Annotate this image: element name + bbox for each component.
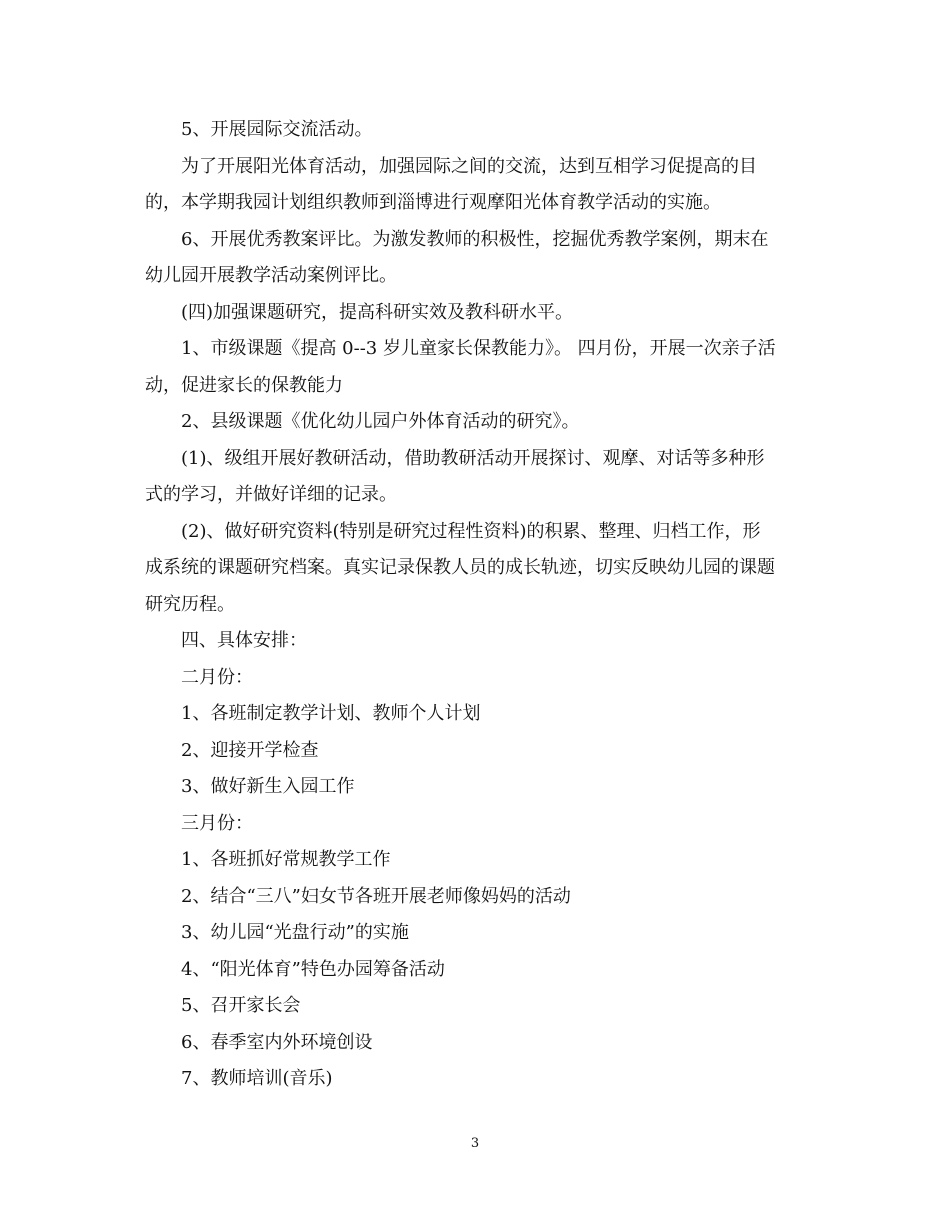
list-item: 1、各班制定教学计划、教师个人计划 [181,703,481,724]
section-heading: 四、具体安排： [181,630,307,651]
list-item: 7、教师培训(音乐) [181,1068,333,1089]
paragraph-line: 式的学习，并做好详细的记录。 [145,484,397,505]
paragraph-line: 为了开展阳光体育活动，加强园际之间的交流，达到互相学习促提高的目 [181,155,757,177]
paragraph-line: 动，促进家长的保教能力 [145,374,343,396]
paragraph-line: (2)、做好研究资料(特别是研究过程性资料)的积累、整理、归档工作，形 [181,520,761,542]
paragraph-line: 研究历程。 [145,593,235,615]
list-item: 1、各班抓好常规教学工作 [181,849,391,870]
paragraph-line: 成系统的课题研究档案。真实记录保教人员的成长轨迹，切实反映幼儿园的课题 [145,557,775,578]
list-item: 5、召开家长会 [181,995,301,1016]
list-item: 2、迎接开学检查 [181,739,319,761]
month-heading: 三月份： [181,812,253,834]
paragraph-line: 1、市级课题《提高 0--3 岁儿童家长保教能力》。 四月份，开展一次亲子活 [181,338,776,359]
paragraph-line: 的，本学期我园计划组织教师到淄博进行观摩阳光体育教学活动的实施。 [145,192,721,213]
list-item: 4、“阳光体育”特色办园筹备活动 [181,958,445,980]
paragraph-line: (1)、级组开展好教研活动，借助教研活动开展探讨、观摩、对话等多种形 [181,447,765,469]
paragraph-line: 幼儿园开展教学活动案例评比。 [145,265,397,286]
list-item: 6、春季室内外环境创设 [181,1031,373,1053]
paragraph-line: 5、开展园际交流活动。 [181,119,373,140]
page-number: 3 [470,1136,480,1151]
page-body [145,112,825,1098]
paragraph-line: 6、开展优秀教案评比。为激发教师的积极性，挖掘优秀教学案例，期末在 [181,228,769,250]
list-item: 3、做好新生入园工作 [181,776,355,797]
paragraph-line: 2、县级课题《优化幼儿园户外体育活动的研究》。 [181,411,580,432]
section-heading: (四)加强课题研究，提高科研实效及教科研水平。 [181,301,574,323]
month-heading: 二月份： [181,666,253,688]
list-item: 3、幼儿园“光盘行动”的实施 [181,922,409,943]
list-item: 2、结合“三八”妇女节各班开展老师像妈妈的活动 [181,885,571,907]
